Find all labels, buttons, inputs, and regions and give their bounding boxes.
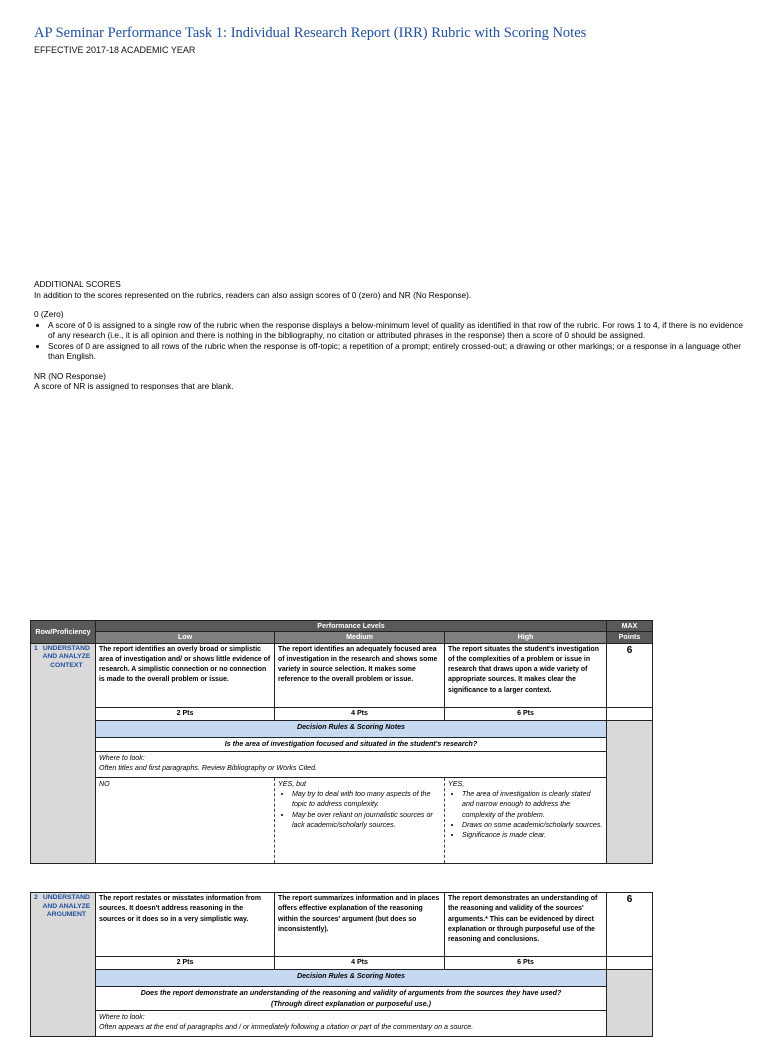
medium-points: 4 Pts (275, 707, 445, 720)
low-header: Low (96, 632, 275, 643)
nr-heading: NR (NO Response) (34, 370, 106, 381)
decision-question: Is the area of investigation focused and situated in the student's research? (96, 737, 607, 751)
decision-rules-title: Decision Rules & Scoring Notes (96, 970, 607, 987)
decision-question (96, 987, 607, 1011)
additional-scores-heading: ADDITIONAL SCORES (34, 279, 121, 289)
grey-fill (607, 720, 653, 863)
low-descriptor: The report identifies an overly broad or simplistic area of investigation and/ or shows little evidence of research. A simplistic connection or no connection is made to the overall problem or issue. (96, 643, 275, 707)
max-points: 6 (607, 643, 653, 707)
decision-question-line2: (Through direct explanation or purposeful use.) (270, 999, 431, 1008)
decision-question-line1: Does the report demonstrate an understanding of the reasoning and validity of arguments from the sources they have used? (140, 989, 562, 998)
row-proficiency-header: Row/Proficiency (31, 621, 96, 644)
low-descriptor: The report restates or misstates information from sources. It doesn't address reasoning in the sources or it does so in a very simplistic way. (96, 893, 275, 957)
where-to-look (96, 1010, 607, 1036)
grey-fill (607, 970, 653, 1037)
high-points: 6 Pts (445, 957, 607, 970)
decision-no (96, 777, 275, 863)
row-number: 1 (34, 644, 38, 652)
decision-rules-title: Decision Rules & Scoring Notes (96, 720, 607, 737)
low-points: 2 Pts (96, 707, 275, 720)
medium-descriptor: The report identifies an adequately focused area of investigation in the research and shows some variety in source selection. It makes some reference to the overall problem or issue. (275, 643, 445, 707)
medium-points: 4 Pts (275, 957, 445, 970)
row-title: UNDERSTAND AND ANALYZE CONTEXT (42, 644, 91, 669)
yes-item: • The area of investigation is clearly stated and narrow enough to address the complexity of the problem. (462, 789, 603, 820)
yes-item: • Significance is made clear. (462, 830, 603, 840)
additional-scores-section (34, 279, 744, 392)
high-descriptor: The report situates the student's investigation of the complexities of a problem or issue in research that draws upon a wide variety of appropriate sources. It makes clear the significance to a larger context. (445, 643, 607, 707)
max-points: 6 (607, 893, 653, 957)
medium-descriptor: The report summarizes information and in places offers effective explanation of the reasoning within the sources' argument (but does so inconsistently). (275, 893, 445, 957)
where-text: Often appears at the end of paragraphs and / or immediately following a citation or part of the commentary on a source. (99, 1023, 474, 1032)
medium-header: Medium (275, 632, 445, 643)
row-label (31, 643, 96, 863)
no-label: NO (99, 779, 110, 788)
rubric-table-row1 (30, 620, 653, 864)
decision-yes-but (275, 777, 445, 863)
zero-list (34, 320, 744, 362)
points-spacer (607, 707, 653, 720)
row-label (31, 893, 96, 1037)
row-number: 2 (34, 894, 38, 901)
yes-but-item: • May be over reliant on journalistic sources or lack academic/scholarly sources. (292, 810, 441, 831)
yes-but-item: • May try to deal with too many aspects of the topic to address complexity. (292, 789, 441, 810)
yes-but-label: YES, but (278, 779, 306, 788)
points-spacer (607, 957, 653, 970)
high-header: High (445, 632, 607, 643)
where-to-look (96, 751, 607, 777)
performance-levels-header: Performance Levels (96, 621, 607, 632)
yes-item: • Draws on some academic/scholarly sources. (462, 820, 603, 830)
max-header: MAX (607, 621, 653, 632)
high-descriptor: The report demonstrates an understanding of the reasoning and validity of the sources' arguments.* This can be evidenced by direct explanation or through purposeful use of the reasoning and conclusions. (445, 893, 607, 957)
where-text: Often titles and first paragraphs. Review Bibliography or Works Cited. (99, 764, 318, 773)
rubric-table-row2 (30, 892, 653, 1037)
yes-label: YES, (448, 779, 465, 788)
where-label: Where to look: (99, 753, 145, 762)
additional-scores-intro: In addition to the scores represented on the rubrics, readers can also assign scores of 0 (zero) and NR (No Response). (34, 289, 472, 300)
nr-text: A score of NR is assigned to responses that are blank. (34, 381, 234, 391)
zero-bullet: • A score of 0 is assigned to a single row of the rubric when the response displays a below-minimum level of quality as identified in that row of the rubric. For rows 1 to 4, if there is no evidence of any research (i.e., it is all opinion and there is nothing in the bibliography, no citation or attributed phrases in the response) then a score of 0 should be assigned. (48, 320, 744, 341)
low-points: 2 Pts (96, 957, 275, 970)
decision-yes (445, 777, 607, 863)
where-label: Where to look: (99, 1012, 145, 1021)
page-subtitle: EFFECTIVE 2017-18 ACADEMIC YEAR (34, 45, 196, 55)
zero-bullet: • Scores of 0 are assigned to all rows of the rubric when the response is off-topic; a repetition of a prompt; entirely crossed-out; a drawing or other markings; or a response in a language other than English. (48, 341, 744, 362)
zero-heading: 0 (Zero) (34, 309, 64, 319)
high-points: 6 Pts (445, 707, 607, 720)
row-title: UNDERSTAND AND ANALYZE ARGUMENT (42, 894, 91, 918)
page-title: AP Seminar Performance Task 1: Individual Research Report (IRR) Rubric with Scoring Notes (34, 25, 587, 41)
points-header: Points (607, 632, 653, 643)
